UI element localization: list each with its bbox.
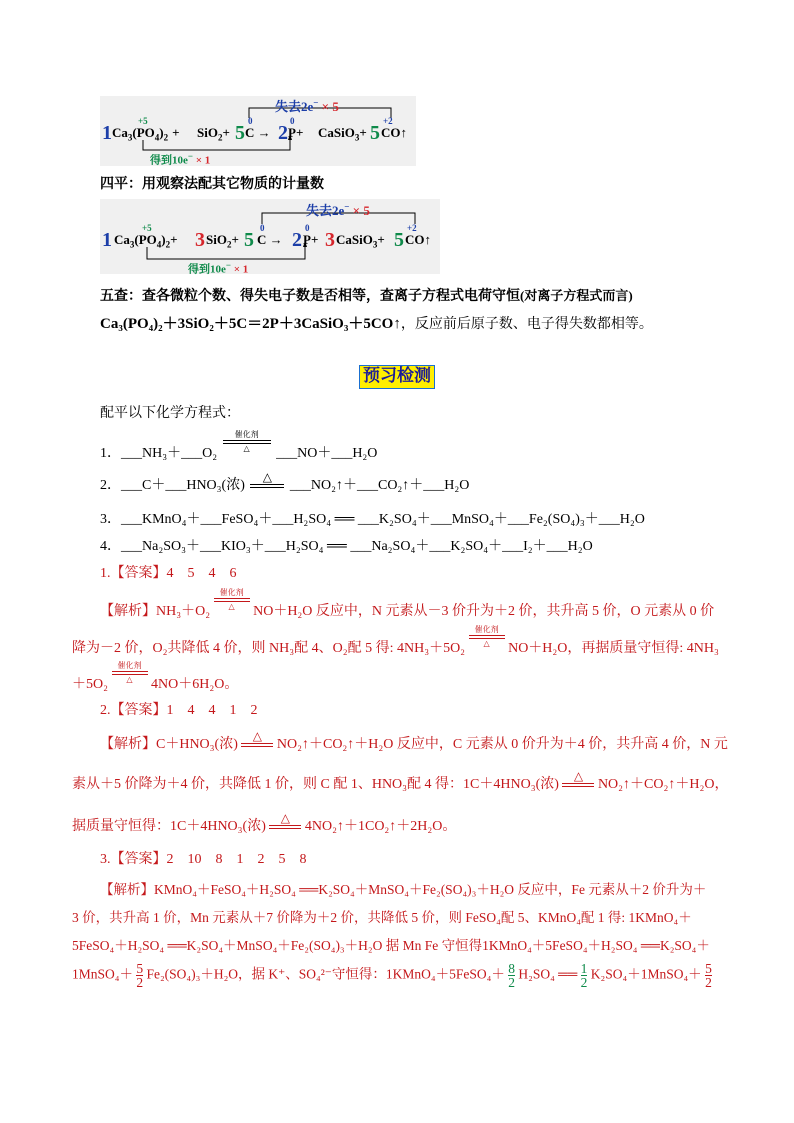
heat-condition: △ xyxy=(241,730,273,747)
explanation-2-line-1: 【解析】C＋HNO₃(浓) △ NO₂↑＋CO₂↑＋H₂O 反应中，C 元素从 0 价升为＋4 价，共升高 4 价，N 元 xyxy=(100,729,728,752)
step-four-text: 四平：用观察法配其它物质的计量数 xyxy=(100,177,324,192)
heat-condition: △ xyxy=(562,770,594,787)
catalyst-condition: 催化剂 △ xyxy=(112,661,148,684)
product2-2: CaSiO$_3$+ xyxy=(336,232,385,250)
coef2-5: 5 xyxy=(244,229,254,251)
instruction-text: 配平以下化学方程式： xyxy=(100,406,240,421)
explanation-1-line-1: 【解析】NH₃＋O₂ 催化剂 △ NO＋H₂O 反应中，N 元素从－3 价升为＋2 价，共升高 5 价，O 元素从 0 价 xyxy=(100,588,715,619)
answer-3: 3.【答案】2 10 8 1 2 5 8 xyxy=(100,852,307,867)
gain-label: 得到10e− × 1 xyxy=(150,151,211,167)
coef-5b: 5 xyxy=(370,122,380,144)
explanation-2-line-2: 素从＋5 价降为＋4 价，共降低 1 价，则 C 配 1、HNO₃配 4 得：1C＋4HNO₃(浓) △ NO₂↑＋CO₂↑＋H₂O， xyxy=(72,769,729,792)
lose-label-2: 失去2e− × 5 xyxy=(306,201,370,218)
explanation-1-line-3: ＋5O₂ 催化剂 △ 4NO＋6H₂O。 xyxy=(72,661,239,692)
explanation-1-line-2: 降为－2 价，O₂共降低 4 价，则 NH₃配 4、O₂配 5 得: 4NH₃＋5O₂ 催化剂 △ NO＋H₂O，再据质量守恒得: 4NH₃ xyxy=(72,625,719,656)
product2-1: P+ xyxy=(303,232,319,247)
coef2-3b: 3 xyxy=(325,229,335,251)
question-1: 1．___NH₃＋___O₂ 催化剂 △ ___NO＋___H₂O xyxy=(100,430,378,461)
explanation-3-line-2: 3 价，共升高 1 价，Mn 元素从＋7 价降为＋2 价，共降低 5 价，则 FeSO₄配 5、KMnO₄配 1 得: 1KMnO₄＋ xyxy=(72,910,692,925)
product2-3: CO↑ xyxy=(405,232,431,247)
final-equation: Ca₃(PO₄)₂＋3SiO₂＋5C＝2P＋3CaSiO₃＋5CO↑，反应前后原子数、电子得失数都相等。 xyxy=(100,316,653,332)
question-2: 2．___C＋___HNO₃(浓) △ ___NO₂↑＋___CO₂↑＋___H₂O xyxy=(100,470,470,493)
fraction-5-2: $\frac{5}{2}$ xyxy=(136,961,144,990)
coef2-1: 1 xyxy=(102,229,112,251)
oxidation-c: 0 xyxy=(248,116,253,126)
coef2-5b: 5 xyxy=(394,229,404,251)
reactant2-1: $Ca_3(PO_4)_2+$ xyxy=(114,232,178,250)
heat-condition: △ xyxy=(250,471,284,488)
reactant2-2: SiO$_2$+ xyxy=(206,232,239,250)
fraction-1-2: $\frac{1}{2}$ xyxy=(580,961,588,990)
fraction-8-2: $\frac{8}{2}$ xyxy=(508,961,515,990)
section-title: 预习检测 xyxy=(359,365,435,389)
oxidation-co: +2 xyxy=(383,116,393,126)
product-3: CO↑ xyxy=(381,125,407,140)
catalyst-condition: 催化剂 △ xyxy=(469,625,505,648)
reactant-2: SiO$_2$+ xyxy=(197,125,230,143)
explanation-3-line-3: 5FeSO₄＋H₂SO₄ ══K₂SO₄＋MnSO₄＋Fe₂(SO₄)₃＋H₂O 据 Mn Fe 守恒得1KMnO₄＋5FeSO₄＋H₂SO₄ ══K₂SO₄＋ xyxy=(72,938,710,953)
oxidation-p: +5 xyxy=(138,116,148,126)
coef-1: 1 xyxy=(102,122,112,144)
equation-box-1 xyxy=(100,96,416,166)
lose-label: 失去2e− × 5 xyxy=(275,97,339,114)
coef-5: 5 xyxy=(235,122,245,144)
answer-1: 1.【答案】4 5 4 6 xyxy=(100,566,237,581)
reactant2-3: C → xyxy=(257,232,283,247)
reactant-1: $Ca_3(PO_4)_2$ + xyxy=(112,125,180,143)
catalyst-condition: 催化剂 △ xyxy=(223,430,271,453)
oxidation2-p: +5 xyxy=(142,223,152,233)
catalyst-condition: 催化剂 △ xyxy=(214,588,250,611)
equation-box-2 xyxy=(100,199,440,274)
product-2: CaSiO$_3$+ xyxy=(318,125,367,143)
product-1: P+ xyxy=(288,125,304,140)
reactant-3: C → xyxy=(245,125,271,140)
oxidation2-p2: 0 xyxy=(305,223,310,233)
explanation-2-line-3: 据质量守恒得：1C＋4HNO₃(浓) △ 4NO₂↑＋1CO₂↑＋2H₂O。 xyxy=(72,811,457,834)
coef2-3a: 3 xyxy=(195,229,205,251)
explanation-3-line-1: 【解析】KMnO₄＋FeSO₄＋H₂SO₄ ══K₂SO₄＋MnSO₄＋Fe₂(SO₄)₃＋H₂O 反应中，Fe 元素从＋2 价升为＋ xyxy=(100,882,707,897)
gain-label-2: 得到10e− × 1 xyxy=(188,260,249,276)
coef2-2: 2 xyxy=(292,229,302,251)
question-3: 3．___KMnO₄＋___FeSO₄＋___H₂SO₄ ══ ___K₂SO₄＋___MnSO₄＋___Fe₂(SO₄)₃＋___H₂O xyxy=(100,512,645,527)
fraction-5-2-end: $\frac{5}{2}$ xyxy=(705,961,712,990)
oxidation2-c: 0 xyxy=(260,223,265,233)
heat-condition: △ xyxy=(269,812,301,829)
step-five-text: 五查：查各微粒个数、得失电子数是否相等，查离子方程式电荷守恒(对离子方程式而言) xyxy=(100,288,633,304)
oxidation2-co: +2 xyxy=(407,223,417,233)
explanation-3-line-4: 1MnSO₄＋ $\frac{5}{2}$ Fe₂(SO₄)₃＋H₂O，据 K⁺、SO₄²⁻守恒得：1KMnO₄＋5FeSO₄＋ $\frac{8}{2}$ H₂SO₄ ══ $\frac{1}{2}$ K₂SO₄＋1MnSO₄＋ $\frac{5}{2}$ xyxy=(72,961,712,990)
answer-2: 2.【答案】1 4 4 1 2 xyxy=(100,703,258,718)
question-4: 4．___Na₂SO₃＋___KIO₃＋___H₂SO₄ ══ ___Na₂SO₄＋___K₂SO₄＋___I₂＋___H₂O xyxy=(100,539,593,554)
oxidation-p-product: 0 xyxy=(290,116,295,126)
coef-2: 2 xyxy=(278,122,288,144)
